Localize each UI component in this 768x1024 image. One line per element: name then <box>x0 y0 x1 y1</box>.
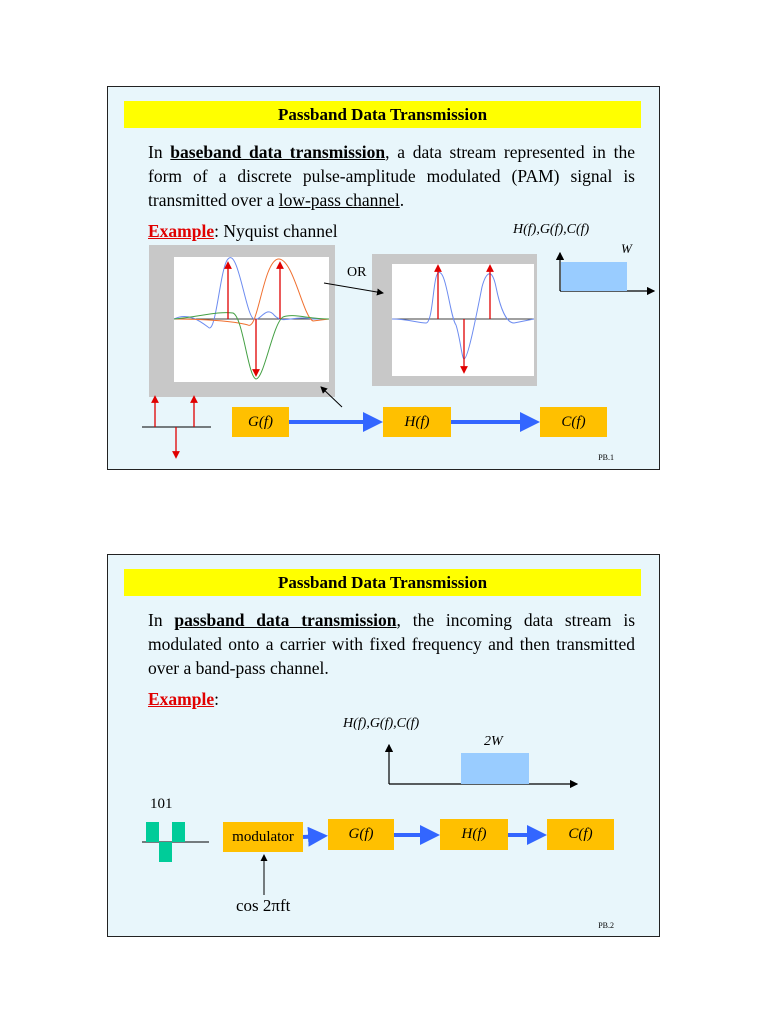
receive-filter-block: C(f) <box>540 407 607 437</box>
or-pointer-arrow <box>324 283 383 293</box>
spectrum-band <box>461 753 529 784</box>
receive-filter-block: C(f) <box>547 819 614 850</box>
page-number: PB.1 <box>598 453 614 462</box>
transmit-filter-block: G(f) <box>232 407 289 437</box>
bit-1 <box>146 822 159 842</box>
carrier-label: cos 2πft <box>236 896 291 915</box>
example-text: : <box>214 689 219 709</box>
spectrum-band <box>561 262 627 291</box>
bit-0 <box>159 842 172 862</box>
text-span: , a data stream represented in the form of a discrete pulse-amplitude modulated (PAM) signal is transmitted over a <box>148 142 635 210</box>
spectrum-label: H(f),G(f),C(f) <box>343 716 420 731</box>
text-span: , the incoming data stream is modulated onto a carrier with fixed frequency and then transmitted over a band-pass channel. <box>148 610 636 678</box>
text-span: . <box>399 190 405 210</box>
bits-label: 101 <box>150 796 173 812</box>
slide-title: Passband Data Transmission <box>124 569 641 596</box>
spectrum-label: H(f),G(f),C(f) <box>513 222 590 237</box>
example-text: : Nyquist channel <box>214 221 338 241</box>
channel-block: H(f) <box>383 407 451 437</box>
example-label: Example <box>148 221 215 241</box>
flow-arrow-0 <box>303 836 324 837</box>
slide1-graphics <box>108 87 661 471</box>
plot-pointer-arrow <box>321 387 342 407</box>
slide-title: Passband Data Transmission <box>124 101 641 128</box>
text-span: In <box>148 610 175 630</box>
bandwidth-label: W <box>621 241 632 256</box>
bold-term: baseband data transmission <box>170 142 386 162</box>
blue-pulse-train <box>392 273 534 359</box>
bandwidth-label: 2W <box>484 734 503 749</box>
bit-1b <box>172 822 185 842</box>
or-label: OR <box>347 265 367 280</box>
slide2-graphics <box>108 555 661 938</box>
bold-term: passband data transmission <box>174 610 397 630</box>
green-sinc-curve <box>174 313 329 379</box>
plot1-curves <box>174 258 329 379</box>
text-span: In <box>148 142 171 162</box>
channel-block: H(f) <box>440 819 508 850</box>
plot2-curves <box>392 268 534 370</box>
page-number: PB.2 <box>598 921 614 930</box>
slide-2 <box>107 554 660 937</box>
slide-1 <box>107 86 660 470</box>
modulator-block: modulator <box>223 822 303 852</box>
underlined-term: low-pass channel <box>278 190 400 210</box>
example-label: Example <box>148 689 215 709</box>
transmit-filter-block: G(f) <box>328 819 394 850</box>
